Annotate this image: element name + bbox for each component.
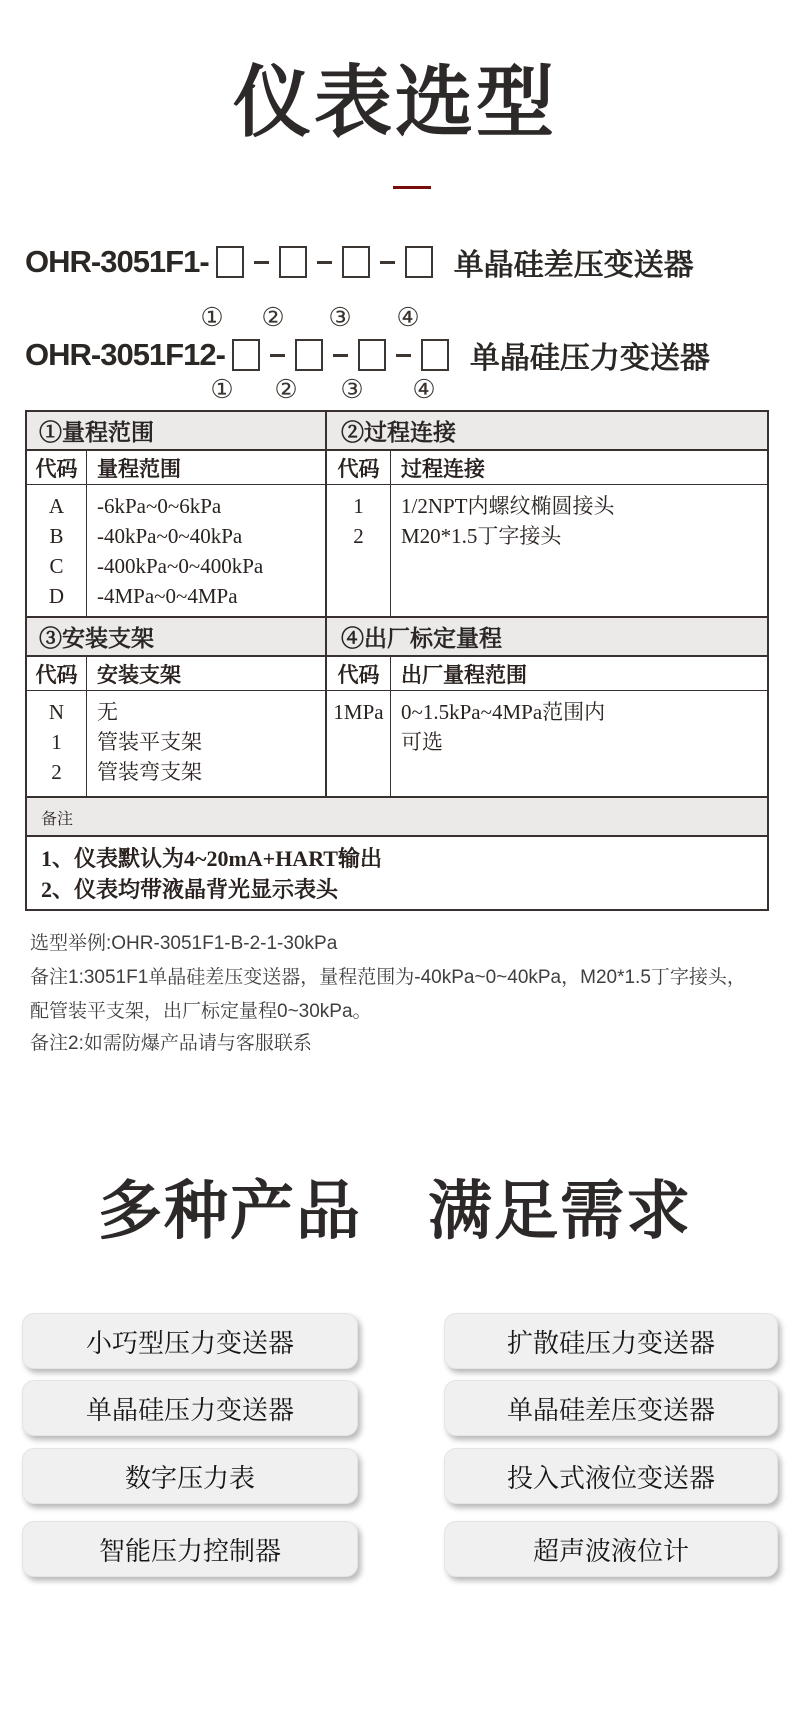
example-note-1: 备注1:3051F1单晶硅差压变送器，量程范围为-40kPa~0~40kPa，M20*1.5丁字接头，配管装平支架，出厂标定量程0~30kPa。 bbox=[30, 967, 746, 1022]
column-header-bracket: 安装支架 bbox=[87, 657, 327, 690]
product-button-monocrystalline-pressure-transmitter[interactable]: 单晶硅压力变送器 bbox=[22, 1380, 358, 1436]
code-box-1 bbox=[232, 339, 260, 371]
circled-3: ③ bbox=[340, 375, 364, 404]
section2-subheader-row bbox=[27, 657, 767, 691]
code-box-3 bbox=[358, 339, 386, 371]
range-values bbox=[87, 485, 327, 616]
code-box-4 bbox=[421, 339, 449, 371]
model-name: 单晶硅压力变送器 bbox=[469, 342, 710, 375]
section1-header-row bbox=[27, 412, 767, 451]
table-cell: 无 bbox=[97, 700, 118, 724]
dash-separator bbox=[333, 354, 348, 357]
bracket-values bbox=[87, 691, 327, 796]
table-cell: 可选 bbox=[401, 730, 443, 754]
position-markers-row-2 bbox=[0, 375, 790, 403]
column-header-code: 代码 bbox=[327, 657, 391, 690]
dash-separator bbox=[396, 354, 411, 357]
column-header-code: 代码 bbox=[27, 657, 87, 690]
model-prefix: OHR-3051F12- bbox=[25, 337, 225, 372]
dash-separator bbox=[317, 261, 332, 264]
table-cell: D bbox=[48, 584, 65, 608]
column-header-range: 量程范围 bbox=[87, 451, 327, 484]
code-box-1 bbox=[216, 246, 244, 278]
section2-header-row bbox=[27, 618, 767, 657]
note-item: 2、仪表均带液晶背光显示表头 bbox=[41, 877, 339, 902]
table-cell: 管装弯支架 bbox=[97, 760, 202, 784]
product-button-ultrasonic-level-meter[interactable]: 超声波液位计 bbox=[444, 1521, 778, 1577]
circled-4: ④ bbox=[412, 375, 436, 404]
connection-codes bbox=[327, 485, 391, 616]
table-cell: B bbox=[49, 524, 64, 548]
note-item: 1、仪表默认为4~20mA+HART输出 bbox=[41, 846, 382, 871]
model-prefix: OHR-3051F1- bbox=[25, 244, 209, 279]
table-cell: A bbox=[48, 494, 65, 518]
model-name: 单晶硅差压变送器 bbox=[453, 249, 694, 282]
notes-body bbox=[27, 837, 767, 909]
product-button-diffused-silicon-pressure-transmitter[interactable]: 扩散硅压力变送器 bbox=[444, 1313, 778, 1369]
page-title: 仪表选型 bbox=[232, 58, 557, 146]
section1-subheader-row bbox=[27, 451, 767, 485]
section2-data bbox=[27, 691, 767, 798]
table-cell: -4MPa~0~4MPa bbox=[97, 584, 238, 608]
bracket-codes bbox=[27, 691, 87, 796]
notes-header-row bbox=[27, 798, 767, 837]
table-cell: N bbox=[48, 700, 65, 724]
circled-1: ① bbox=[200, 303, 224, 332]
circled-1: ① bbox=[210, 375, 234, 404]
code-box-4 bbox=[405, 246, 433, 278]
circled-4: ④ bbox=[396, 303, 420, 332]
table-cell: C bbox=[49, 554, 64, 578]
table-cell: 0~1.5kPa~4MPa范围内 bbox=[401, 700, 606, 724]
column-header-code: 代码 bbox=[327, 451, 391, 484]
section2-left-title: ③安装支架 bbox=[27, 617, 327, 656]
code-box-3 bbox=[342, 246, 370, 278]
table-cell: 管装平支架 bbox=[97, 730, 202, 754]
product-button-submersible-level-transmitter[interactable]: 投入式液位变送器 bbox=[444, 1448, 778, 1504]
table-cell: 1 bbox=[353, 494, 364, 518]
column-header-code: 代码 bbox=[27, 451, 87, 484]
product-button-monocrystalline-differential-pressure-transmitter[interactable]: 单晶硅差压变送器 bbox=[444, 1380, 778, 1436]
circled-2: ② bbox=[261, 303, 285, 332]
dash-separator bbox=[270, 354, 285, 357]
section1-right-title: ②过程连接 bbox=[341, 419, 456, 445]
code-box-2 bbox=[279, 246, 307, 278]
model-line-pressure bbox=[25, 333, 710, 377]
model-line-differential bbox=[25, 240, 694, 284]
table-cell: 1MPa bbox=[333, 700, 384, 724]
range-codes bbox=[27, 485, 87, 616]
column-header-factory-range: 出厂量程范围 bbox=[401, 662, 527, 687]
product-button-digital-pressure-gauge[interactable]: 数字压力表 bbox=[22, 1448, 358, 1504]
table-cell: 1/2NPT内螺纹椭圆接头 bbox=[401, 494, 615, 518]
table-cell: -6kPa~0~6kPa bbox=[97, 494, 222, 518]
selection-table bbox=[25, 410, 769, 911]
code-box-2 bbox=[295, 339, 323, 371]
red-divider bbox=[393, 186, 431, 189]
position-markers-row-1 bbox=[0, 303, 790, 331]
product-button-smart-pressure-controller[interactable]: 智能压力控制器 bbox=[22, 1521, 358, 1577]
products-heading: 多种产品 满足需求 bbox=[98, 1175, 692, 1247]
notes-title: 备注 bbox=[41, 811, 74, 828]
product-button-compact-pressure-transmitter[interactable]: 小巧型压力变送器 bbox=[22, 1313, 358, 1369]
section1-left-title: ①量程范围 bbox=[27, 411, 327, 450]
factory-range-codes bbox=[327, 691, 391, 796]
section2-right-title: ④出厂标定量程 bbox=[341, 625, 502, 651]
table-cell: M20*1.5丁字接头 bbox=[401, 524, 562, 548]
factory-range-values bbox=[391, 691, 767, 796]
table-cell: -400kPa~0~400kPa bbox=[97, 554, 264, 578]
table-cell: 2 bbox=[51, 760, 62, 784]
connection-values bbox=[391, 485, 767, 616]
section1-data bbox=[27, 485, 767, 618]
selection-example: 选型举例:OHR-3051F1-B-2-1-30kPa bbox=[30, 933, 338, 954]
circled-2: ② bbox=[274, 375, 298, 404]
table-cell: 1 bbox=[51, 730, 62, 754]
table-cell: 2 bbox=[353, 524, 364, 548]
dash-separator bbox=[254, 261, 269, 264]
column-header-connection: 过程连接 bbox=[401, 456, 485, 481]
dash-separator bbox=[380, 261, 395, 264]
circled-3: ③ bbox=[328, 303, 352, 332]
example-note-2: 备注2:如需防爆产品请与客服联系 bbox=[30, 1033, 312, 1054]
table-cell: -40kPa~0~40kPa bbox=[97, 524, 243, 548]
